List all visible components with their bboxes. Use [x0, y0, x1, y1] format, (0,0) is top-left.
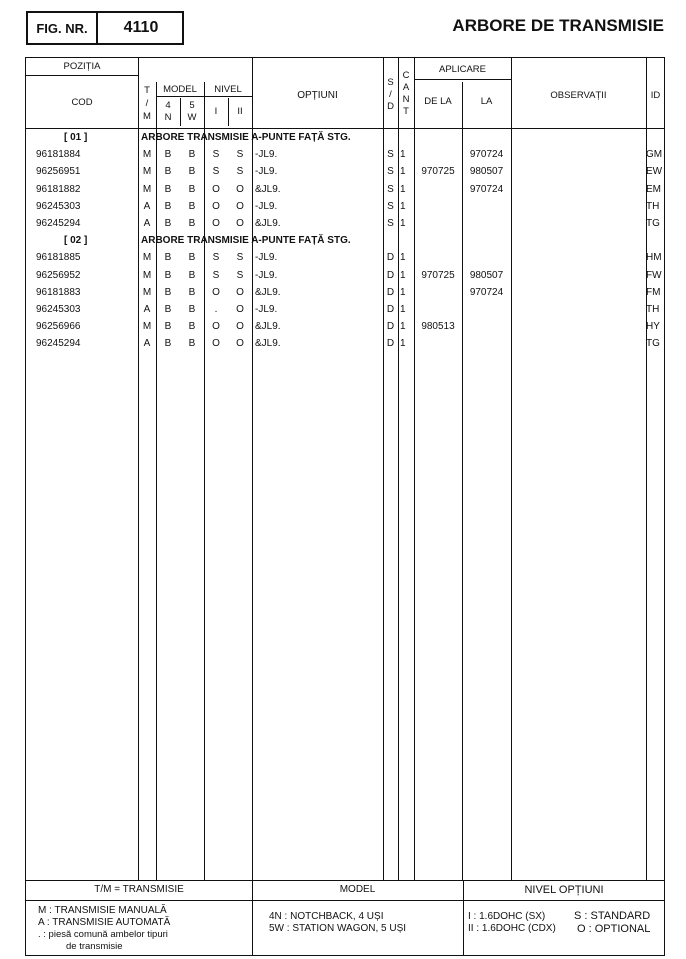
cell-la: 970724 — [469, 149, 504, 161]
model-4-header: 4 — [165, 100, 171, 111]
footer-nivel-standard: S : STANDARD — [574, 910, 651, 922]
sd-header-s: S — [387, 77, 394, 88]
cant-header-a: A — [402, 82, 410, 93]
cell-n2: O — [236, 321, 244, 333]
cell-opt: -JL9. — [255, 166, 278, 178]
cell-m4: B — [164, 200, 172, 212]
cell-m5: B — [188, 321, 196, 333]
cell-m5: B — [188, 269, 196, 281]
cell-tm: M — [142, 286, 152, 298]
cell-n2: S — [236, 149, 244, 161]
cell-n2: S — [236, 166, 244, 178]
footer-model-title: MODEL — [339, 884, 376, 895]
cell-m5: B — [188, 286, 196, 298]
cell-m4: B — [164, 252, 172, 264]
cell-opt: -JL9. — [255, 269, 278, 281]
cell-opt: -JL9. — [255, 149, 278, 161]
footer-model-line: 4N : NOTCHBACK, 4 UȘI — [269, 911, 384, 922]
footer-tm-title: T/M = TRANSMISIE — [94, 884, 184, 895]
cell-tm: A — [143, 218, 151, 229]
cell-sd: D — [386, 338, 395, 350]
cell-cod: 96181883 — [36, 286, 81, 298]
cell-tm: M — [142, 252, 152, 264]
footer-model-line: 5W : STATION WAGON, 5 UȘI — [269, 923, 407, 934]
cell-sd: D — [386, 269, 395, 281]
cell-opt: &JL9. — [255, 218, 281, 229]
footer-tm-line: M : TRANSMISIE MANUALĂ — [38, 905, 167, 916]
cell-sd: D — [386, 321, 395, 333]
cell-m4: B — [164, 183, 172, 195]
cell-m5: B — [188, 252, 196, 264]
cell-id: FW — [646, 269, 662, 281]
cell-sd: D — [386, 304, 395, 315]
footer-nivel-line: II : 1.6DOHC (CDX) — [468, 923, 556, 934]
cell-cant: 1 — [400, 166, 406, 178]
cell-m4: B — [164, 269, 172, 281]
cell-cant: 1 — [400, 149, 406, 161]
fig-label: FIG. NR. — [28, 11, 98, 45]
model-n-header: N — [164, 112, 172, 123]
cell-m5: B — [188, 200, 196, 212]
cell-id: HM — [646, 252, 662, 264]
nivel-i-header: I — [214, 106, 218, 117]
footer-tm-line: A : TRANSMISIE AUTOMATĂ — [38, 917, 171, 928]
group-position: [ 01 ] — [64, 132, 88, 143]
cell-tm: M — [142, 321, 152, 333]
cell-opt: -JL9. — [255, 252, 278, 264]
cell-cant: 1 — [400, 321, 406, 333]
nivel-ii-header: II — [237, 106, 243, 117]
cell-la: 980507 — [469, 166, 504, 178]
model-w-header: W — [187, 112, 197, 123]
cell-dela: 970725 — [421, 269, 455, 281]
model-header: MODEL — [163, 84, 197, 95]
cell-sd: S — [387, 149, 394, 161]
cell-cant: 1 — [400, 286, 406, 298]
group-title: ARBORE TRANSMISIE A-PUNTE FAȚĂ STG. — [141, 132, 351, 143]
cell-id: TH — [646, 304, 660, 315]
cell-n2: O — [236, 286, 244, 298]
cell-m5: B — [188, 149, 196, 161]
cell-m4: B — [164, 286, 172, 298]
la-header: LA — [480, 96, 493, 107]
cell-sd: S — [387, 183, 394, 195]
optiuni-header: OPȚIUNI — [297, 90, 338, 101]
cell-n2: S — [236, 269, 244, 281]
sd-header-slash: / — [389, 89, 392, 100]
cell-n1: S — [212, 252, 220, 264]
pozitia-header: POZIȚIA — [63, 61, 101, 72]
page-title: ARBORE DE TRANSMISIE — [452, 16, 664, 35]
cell-opt: &JL9. — [255, 338, 281, 350]
cell-n1: O — [212, 338, 220, 350]
cell-n2: O — [236, 338, 244, 350]
cell-n2: O — [236, 304, 244, 315]
cell-cod: 96245303 — [36, 200, 81, 212]
group-position: [ 02 ] — [64, 235, 88, 247]
footer-tm-line: . : piesă comună ambelor tipuri — [38, 929, 168, 940]
cell-tm: A — [143, 338, 151, 350]
cell-cod: 96181884 — [36, 149, 81, 161]
cell-id: EW — [646, 166, 663, 178]
de-la-header: DE LA — [424, 96, 452, 107]
cell-opt: -JL9. — [255, 200, 278, 212]
cell-la: 980507 — [469, 269, 504, 281]
cell-dela: 980513 — [421, 321, 455, 333]
fig-number: 4110 — [123, 19, 159, 36]
cell-opt: &JL9. — [255, 286, 281, 298]
cell-m4: B — [164, 166, 172, 178]
cod-header: COD — [71, 97, 93, 108]
cell-opt: -JL9. — [255, 304, 278, 315]
group-title: ARBORE TRANSMISIE A-PUNTE FAȚĂ STG. — [141, 235, 351, 247]
cell-m5: B — [188, 218, 196, 229]
cell-id: GM — [646, 149, 663, 161]
aplicare-header: APLICARE — [439, 64, 486, 75]
cell-tm: M — [142, 183, 152, 195]
footer-nivel-title: NIVEL OPȚIUNI — [524, 884, 604, 896]
cell-n2: O — [236, 183, 244, 195]
cell-m5: B — [188, 338, 196, 350]
cell-n2: O — [236, 200, 244, 212]
cell-sd: S — [387, 200, 394, 212]
cell-cod: 96245294 — [36, 338, 81, 350]
nivel-header: NIVEL — [214, 84, 242, 95]
cell-n1: O — [212, 321, 220, 333]
cell-tm: M — [142, 166, 152, 178]
cell-tm: M — [142, 269, 152, 281]
cell-m5: B — [188, 183, 196, 195]
cell-la: 970724 — [469, 286, 504, 298]
footer-tm-line: de transmisie — [66, 941, 123, 952]
cell-dela: 970725 — [421, 166, 455, 178]
cell-n1: S — [212, 269, 220, 281]
cell-id: TG — [646, 218, 660, 229]
cell-opt: &JL9. — [255, 321, 281, 333]
cell-n1: O — [212, 286, 220, 298]
cell-n1: S — [212, 166, 220, 178]
cell-id: EM — [646, 183, 661, 195]
cell-sd: S — [387, 166, 394, 178]
cell-cod: 96256951 — [36, 166, 81, 178]
cell-id: TH — [646, 200, 660, 212]
cell-cod: 96256966 — [36, 321, 81, 333]
cell-n2: S — [236, 252, 244, 264]
cant-header-n: N — [402, 94, 410, 105]
cell-cant: 1 — [400, 304, 406, 315]
observatii-header: OBSERVAȚII — [550, 90, 607, 101]
parts-table-frame — [25, 57, 665, 956]
cell-n1: O — [212, 218, 220, 229]
tm-header-m: M — [143, 111, 151, 122]
cell-cod: 96245294 — [36, 218, 81, 229]
cell-sd: S — [387, 218, 394, 229]
footer-nivel-line: I : 1.6DOHC (SX) — [468, 911, 546, 922]
cell-cant: 1 — [400, 200, 406, 212]
cell-cant: 1 — [400, 183, 406, 195]
cant-header-c: C — [402, 70, 410, 81]
cell-cant: 1 — [400, 252, 406, 264]
cell-tm: A — [143, 200, 151, 212]
cell-sd: D — [386, 252, 395, 264]
cell-m5: B — [188, 304, 196, 315]
model-5-header: 5 — [189, 100, 195, 111]
cant-header-t: T — [403, 106, 409, 117]
cell-id: HY — [646, 321, 660, 333]
cell-m4: B — [164, 149, 172, 161]
tm-header-t: T — [144, 85, 150, 96]
cell-m4: B — [164, 338, 172, 350]
cell-n1: O — [212, 200, 220, 212]
cell-m4: B — [164, 218, 172, 229]
cell-cant: 1 — [400, 338, 406, 350]
cell-cod: 96181882 — [36, 183, 81, 195]
cell-cant: 1 — [400, 218, 406, 229]
id-header: ID — [650, 90, 661, 101]
cell-cod: 96256952 — [36, 269, 81, 281]
cell-m4: B — [164, 321, 172, 333]
cell-la: 970724 — [469, 183, 504, 195]
cell-id: FM — [646, 286, 661, 298]
cell-tm: A — [143, 304, 151, 315]
footer-nivel-optional: O : OPTIONAL — [577, 923, 651, 935]
cell-n2: O — [236, 218, 244, 229]
cell-m5: B — [188, 166, 196, 178]
cell-cant: 1 — [400, 269, 406, 281]
cell-cod: 96245303 — [36, 304, 81, 315]
sd-header-d: D — [387, 101, 394, 112]
cell-n1: O — [212, 183, 220, 195]
cell-sd: D — [386, 286, 395, 298]
cell-opt: &JL9. — [255, 183, 281, 195]
cell-id: TG — [646, 338, 660, 350]
cell-tm: M — [142, 149, 152, 161]
cell-n1: S — [212, 149, 220, 161]
cell-n1: . — [214, 304, 218, 315]
cell-cod: 96181885 — [36, 252, 81, 264]
tm-header-slash: / — [145, 98, 149, 109]
cell-m4: B — [164, 304, 172, 315]
